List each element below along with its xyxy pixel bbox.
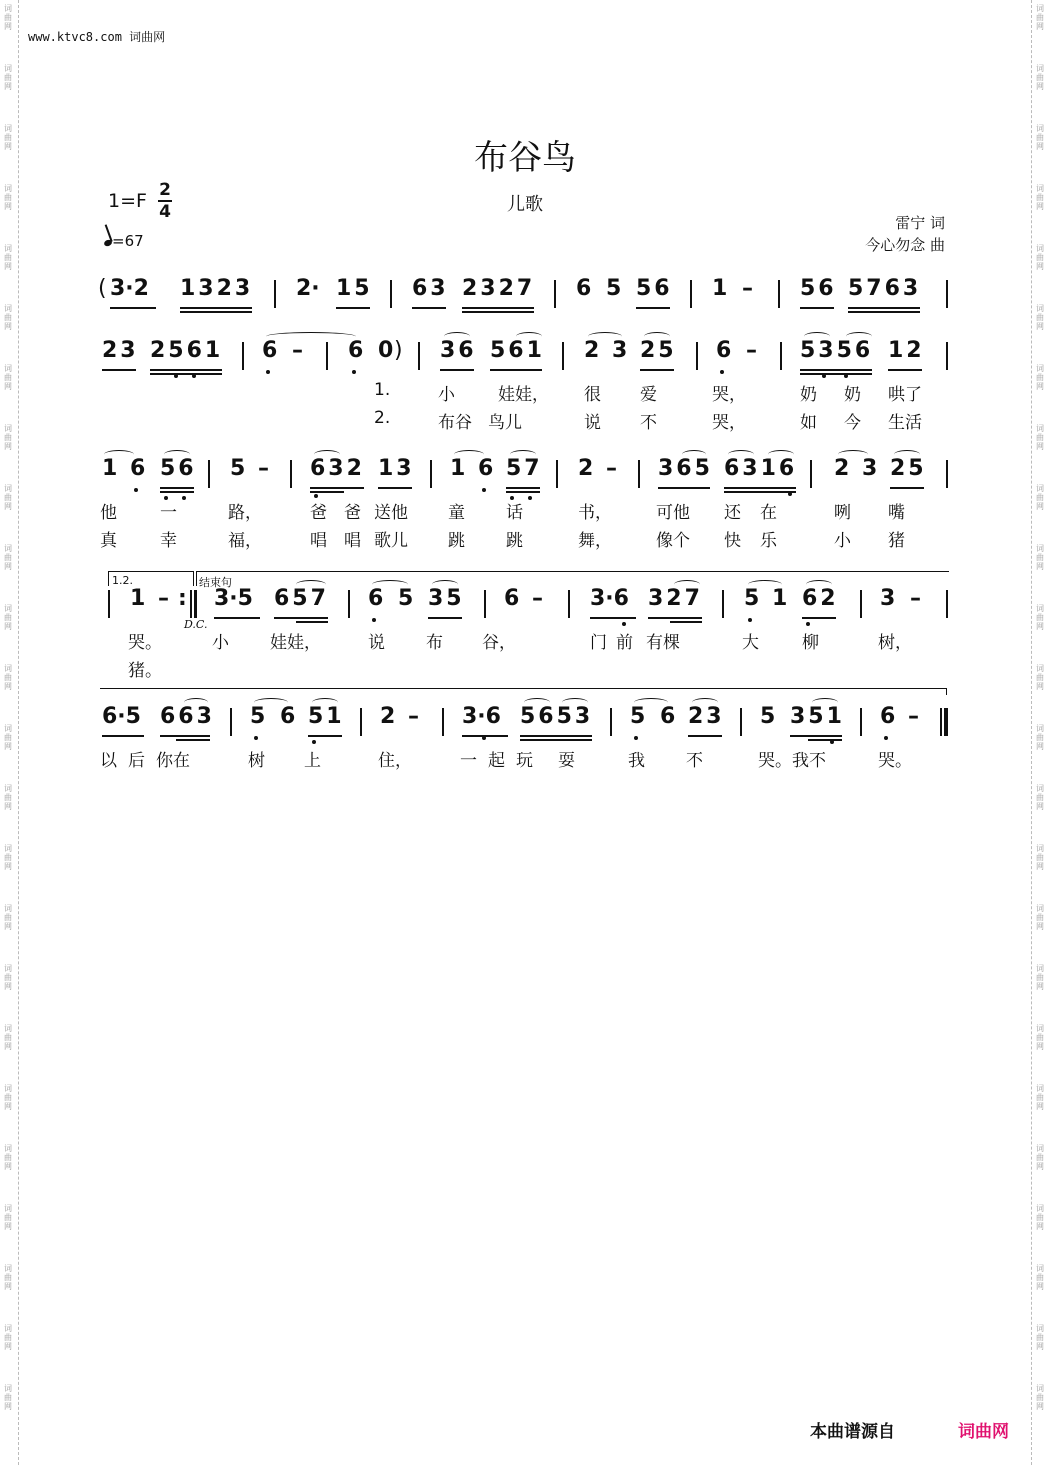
watermark-text: 词 曲 网 bbox=[4, 1204, 12, 1231]
barline bbox=[108, 590, 110, 618]
note: 6 bbox=[262, 338, 278, 363]
watermark-text: 词 曲 网 bbox=[1036, 4, 1044, 31]
note: 2 bbox=[834, 456, 850, 481]
barline bbox=[778, 280, 780, 308]
watermark-text: 词 曲 网 bbox=[4, 964, 12, 991]
barline bbox=[810, 460, 812, 488]
note: – bbox=[532, 586, 543, 611]
barline bbox=[860, 708, 862, 736]
note: 3·5 bbox=[214, 586, 253, 611]
watermark-text: 词 曲 网 bbox=[4, 424, 12, 451]
note: 62 bbox=[802, 586, 839, 611]
watermark-text: 词 曲 网 bbox=[1036, 904, 1044, 931]
slur bbox=[444, 332, 470, 341]
watermark-text: 词 曲 网 bbox=[1036, 1324, 1044, 1351]
watermark-text: 词 曲 网 bbox=[1036, 724, 1044, 751]
barline bbox=[690, 280, 692, 308]
watermark-text: 词 曲 网 bbox=[4, 1384, 12, 1411]
ending-label: 结束句 bbox=[199, 576, 232, 589]
right-watermark-strip bbox=[1031, 0, 1050, 1465]
watermark-text: 词 曲 网 bbox=[1036, 364, 1044, 391]
barline bbox=[696, 342, 698, 370]
watermark-text: 词 曲 网 bbox=[1036, 64, 1044, 91]
slur bbox=[184, 698, 208, 707]
note: 6316 bbox=[724, 456, 798, 481]
note: 5 bbox=[230, 456, 246, 481]
note: – bbox=[258, 456, 269, 481]
watermark-text: 词 曲 网 bbox=[1036, 1024, 1044, 1051]
footer-brand: 词曲网 bbox=[958, 1422, 1009, 1442]
note: 5 bbox=[398, 586, 414, 611]
note: 561 bbox=[490, 338, 545, 363]
note: 1 bbox=[130, 586, 146, 611]
slur bbox=[748, 580, 782, 589]
watermark-text: 词 曲 网 bbox=[4, 724, 12, 751]
note: 3·6 bbox=[462, 704, 501, 729]
barline bbox=[484, 590, 486, 618]
tie bbox=[266, 332, 356, 341]
song-subtitle: 儿歌 bbox=[507, 194, 543, 215]
note: 63 bbox=[412, 276, 449, 301]
note: 2327 bbox=[462, 276, 536, 301]
note: 632 bbox=[310, 456, 365, 481]
note: 3·6 bbox=[590, 586, 629, 611]
slur bbox=[682, 450, 706, 459]
score-row-1 bbox=[98, 276, 952, 316]
slur bbox=[524, 698, 550, 707]
note: 12 bbox=[888, 338, 925, 363]
lyrics-row-2-verse-2: 2. 布谷 鸟儿 说 不 哭， 如 今 生活 bbox=[374, 408, 922, 433]
note: 365 bbox=[658, 456, 713, 481]
score-row-4 bbox=[98, 586, 952, 626]
note: – bbox=[292, 338, 303, 363]
slur bbox=[838, 450, 868, 459]
site-header: www.ktvc8.com 词曲网 bbox=[28, 30, 166, 44]
slur bbox=[692, 698, 718, 707]
watermark-text: 词 曲 网 bbox=[4, 604, 12, 631]
note: ) bbox=[394, 338, 403, 363]
note: 6 bbox=[716, 338, 732, 363]
note: 5 bbox=[250, 704, 266, 729]
note: 0 bbox=[378, 338, 394, 363]
watermark-text: 词 曲 网 bbox=[1036, 1144, 1044, 1171]
note: 3 bbox=[862, 456, 878, 481]
barline bbox=[290, 460, 292, 488]
slur bbox=[164, 450, 190, 459]
note: 15 bbox=[336, 276, 373, 301]
watermark-text: 词 曲 网 bbox=[4, 364, 12, 391]
barline bbox=[946, 280, 948, 308]
barline bbox=[274, 280, 276, 308]
watermark-text: 词 曲 网 bbox=[4, 844, 12, 871]
slur bbox=[454, 450, 484, 459]
watermark-text: 词 曲 网 bbox=[1036, 1384, 1044, 1411]
slur bbox=[254, 698, 288, 707]
time-bottom: 4 bbox=[159, 202, 171, 222]
note: 657 bbox=[274, 586, 329, 611]
watermark-text: 词 曲 网 bbox=[1036, 844, 1044, 871]
watermark-text: 词 曲 网 bbox=[1036, 304, 1044, 331]
slur bbox=[806, 580, 832, 589]
slur bbox=[634, 698, 668, 707]
slur bbox=[728, 450, 754, 459]
watermark-text: 词 曲 网 bbox=[4, 124, 12, 151]
slur bbox=[674, 580, 700, 589]
ending-bracket-continuation bbox=[100, 688, 947, 695]
note: 6 bbox=[576, 276, 592, 301]
note: – bbox=[158, 586, 169, 611]
watermark-text: 词 曲 网 bbox=[1036, 544, 1044, 571]
note: 57 bbox=[506, 456, 543, 481]
note: 5356 bbox=[800, 338, 874, 363]
slur bbox=[644, 332, 670, 341]
note: 6 bbox=[130, 456, 146, 481]
score-row-2 bbox=[98, 338, 952, 378]
note: 25 bbox=[640, 338, 677, 363]
score-row-5 bbox=[98, 704, 952, 744]
note: 3 bbox=[880, 586, 896, 611]
slur bbox=[894, 450, 920, 459]
note: – bbox=[908, 704, 919, 729]
slur bbox=[588, 332, 622, 341]
note: 2 bbox=[584, 338, 600, 363]
barline bbox=[230, 708, 232, 736]
note: 663 bbox=[160, 704, 215, 729]
barline bbox=[418, 342, 420, 370]
barline bbox=[360, 708, 362, 736]
note: 56 bbox=[160, 456, 197, 481]
note: 5 bbox=[760, 704, 776, 729]
watermark-text: 词 曲 网 bbox=[4, 1144, 12, 1171]
volta-label: 1.2. bbox=[112, 574, 133, 587]
barline bbox=[326, 342, 328, 370]
repeat-sign: : bbox=[178, 586, 187, 611]
final-barline bbox=[944, 708, 948, 736]
left-watermark-strip bbox=[0, 0, 19, 1465]
note: 56 bbox=[636, 276, 673, 301]
watermark-text: 词 曲 网 bbox=[4, 184, 12, 211]
watermark-text: 词 曲 网 bbox=[1036, 604, 1044, 631]
barline bbox=[194, 590, 197, 618]
barline bbox=[860, 590, 862, 618]
barline bbox=[638, 460, 640, 488]
barline bbox=[562, 342, 564, 370]
note: 23 bbox=[688, 704, 725, 729]
lyrics-row-2-verse-1: 1. 小 娃娃， 很 爱 哭， 奶 奶 哄了 bbox=[374, 380, 922, 405]
barline bbox=[610, 708, 612, 736]
barline bbox=[554, 280, 556, 308]
watermark-text: 词 曲 网 bbox=[4, 1324, 12, 1351]
note: 5763 bbox=[848, 276, 922, 301]
note: 1 bbox=[102, 456, 118, 481]
barline bbox=[190, 590, 192, 618]
note: 35 bbox=[428, 586, 465, 611]
watermark-text: 词 曲 网 bbox=[4, 784, 12, 811]
watermark-text: 词 曲 网 bbox=[4, 664, 12, 691]
barline bbox=[556, 460, 558, 488]
lyrics-row-4-verse-1: 哭。 小 娃娃， 说 布 谷， 门 前 有棵 大 柳 树， bbox=[128, 633, 912, 653]
barline bbox=[390, 280, 392, 308]
note: 6 bbox=[368, 586, 384, 611]
note: 36 bbox=[440, 338, 477, 363]
note: 6 bbox=[348, 338, 364, 363]
note: – bbox=[746, 338, 757, 363]
lyrics-row-3-verse-1: 他 一 路， 爸 爸 送他 童 话 书， 可他 还 在 咧 嘴 bbox=[100, 503, 905, 523]
note: ( bbox=[98, 276, 107, 301]
watermark-text: 词 曲 网 bbox=[4, 484, 12, 511]
lyrics-row-3-verse-2: 真 幸 福， 唱 唱 歌儿 跳 跳 舞， 像个 快 乐 小 猪 bbox=[100, 531, 905, 551]
note: 6 bbox=[660, 704, 676, 729]
note: 2 bbox=[578, 456, 594, 481]
time-top: 2 bbox=[159, 180, 171, 200]
slur bbox=[510, 450, 536, 459]
watermark-text: 词 曲 网 bbox=[1036, 184, 1044, 211]
barline bbox=[946, 460, 948, 488]
watermark-text: 词 曲 网 bbox=[1036, 484, 1044, 511]
note: 1 bbox=[450, 456, 466, 481]
dc-mark: D.C. bbox=[184, 618, 208, 631]
note: – bbox=[742, 276, 753, 301]
note: 1323 bbox=[180, 276, 254, 301]
watermark-text: 词 曲 网 bbox=[4, 904, 12, 931]
barline bbox=[946, 590, 948, 618]
note: – bbox=[408, 704, 419, 729]
note: 2561 bbox=[150, 338, 224, 363]
key-signature: 1=F bbox=[108, 190, 147, 212]
note: 351 bbox=[790, 704, 845, 729]
note: 5653 bbox=[520, 704, 594, 729]
watermark-text: 词 曲 网 bbox=[1036, 1204, 1044, 1231]
note: 1 bbox=[712, 276, 728, 301]
barline bbox=[348, 590, 350, 618]
watermark-text: 词 曲 网 bbox=[1036, 424, 1044, 451]
note: 6 bbox=[280, 704, 296, 729]
note: 25 bbox=[890, 456, 927, 481]
watermark-text: 词 曲 网 bbox=[1036, 664, 1044, 691]
lyrics-row-4-verse-2: 猪。 bbox=[128, 661, 162, 681]
lyricist: 雷宁 词 bbox=[895, 214, 945, 232]
slur bbox=[804, 332, 830, 341]
barline bbox=[442, 708, 444, 736]
watermark-text: 词 曲 网 bbox=[4, 4, 12, 31]
note: 3·2 bbox=[110, 276, 149, 301]
note: 5 bbox=[630, 704, 646, 729]
note: 2· bbox=[296, 276, 320, 301]
note: 6 bbox=[504, 586, 520, 611]
note: 327 bbox=[648, 586, 703, 611]
composer: 今心勿念 曲 bbox=[865, 236, 945, 254]
watermark-text: 词 曲 网 bbox=[1036, 244, 1044, 271]
barline bbox=[946, 342, 948, 370]
watermark-text: 词 曲 网 bbox=[4, 1264, 12, 1291]
watermark-text: 词 曲 网 bbox=[4, 304, 12, 331]
score-row-3 bbox=[98, 456, 952, 496]
note: 2 bbox=[380, 704, 396, 729]
barline bbox=[740, 708, 742, 736]
slur bbox=[432, 580, 458, 589]
barline bbox=[722, 590, 724, 618]
lyrics-row-5: 以 后 你在 树 上 住， 一 起 玩 耍 我 不 哭。我不 哭。 bbox=[100, 751, 912, 771]
note: 3 bbox=[612, 338, 628, 363]
barline bbox=[242, 342, 244, 370]
watermark-text: 词 曲 网 bbox=[1036, 124, 1044, 151]
slur bbox=[562, 698, 588, 707]
watermark-text: 词 曲 网 bbox=[4, 1084, 12, 1111]
slur bbox=[104, 450, 134, 459]
note: 1 bbox=[772, 586, 788, 611]
slur bbox=[768, 450, 794, 459]
watermark-text: 词 曲 网 bbox=[4, 544, 12, 571]
note: 6 bbox=[478, 456, 494, 481]
note: – bbox=[910, 586, 921, 611]
watermark-text: 词 曲 网 bbox=[4, 1024, 12, 1051]
barline bbox=[430, 460, 432, 488]
slur bbox=[372, 580, 408, 589]
slur bbox=[296, 580, 326, 589]
time-signature bbox=[158, 180, 172, 222]
watermark-text: 词 曲 网 bbox=[4, 244, 12, 271]
note: 6 bbox=[880, 704, 896, 729]
note: 6·5 bbox=[102, 704, 141, 729]
slur bbox=[312, 698, 338, 707]
watermark-text: 词 曲 网 bbox=[1036, 964, 1044, 991]
slur bbox=[812, 698, 838, 707]
note: 5 bbox=[744, 586, 760, 611]
watermark-text: 词 曲 网 bbox=[4, 64, 12, 91]
footer-source: 本曲谱源自 bbox=[810, 1422, 895, 1442]
note: 51 bbox=[308, 704, 345, 729]
barline bbox=[940, 708, 942, 736]
watermark-text: 词 曲 网 bbox=[1036, 1264, 1044, 1291]
note: 13 bbox=[378, 456, 415, 481]
watermark-text: 词 曲 网 bbox=[1036, 1084, 1044, 1111]
barline bbox=[780, 342, 782, 370]
barline bbox=[208, 460, 210, 488]
tempo-mark: =67 bbox=[104, 232, 144, 250]
slur bbox=[314, 450, 340, 459]
note: 5 bbox=[606, 276, 622, 301]
slur bbox=[516, 332, 542, 341]
slur bbox=[846, 332, 872, 341]
watermark-text: 词 曲 网 bbox=[1036, 784, 1044, 811]
note: 23 bbox=[102, 338, 139, 363]
song-title: 布谷鸟 bbox=[474, 138, 576, 178]
barline bbox=[568, 590, 570, 618]
note: – bbox=[606, 456, 617, 481]
note: 56 bbox=[800, 276, 837, 301]
